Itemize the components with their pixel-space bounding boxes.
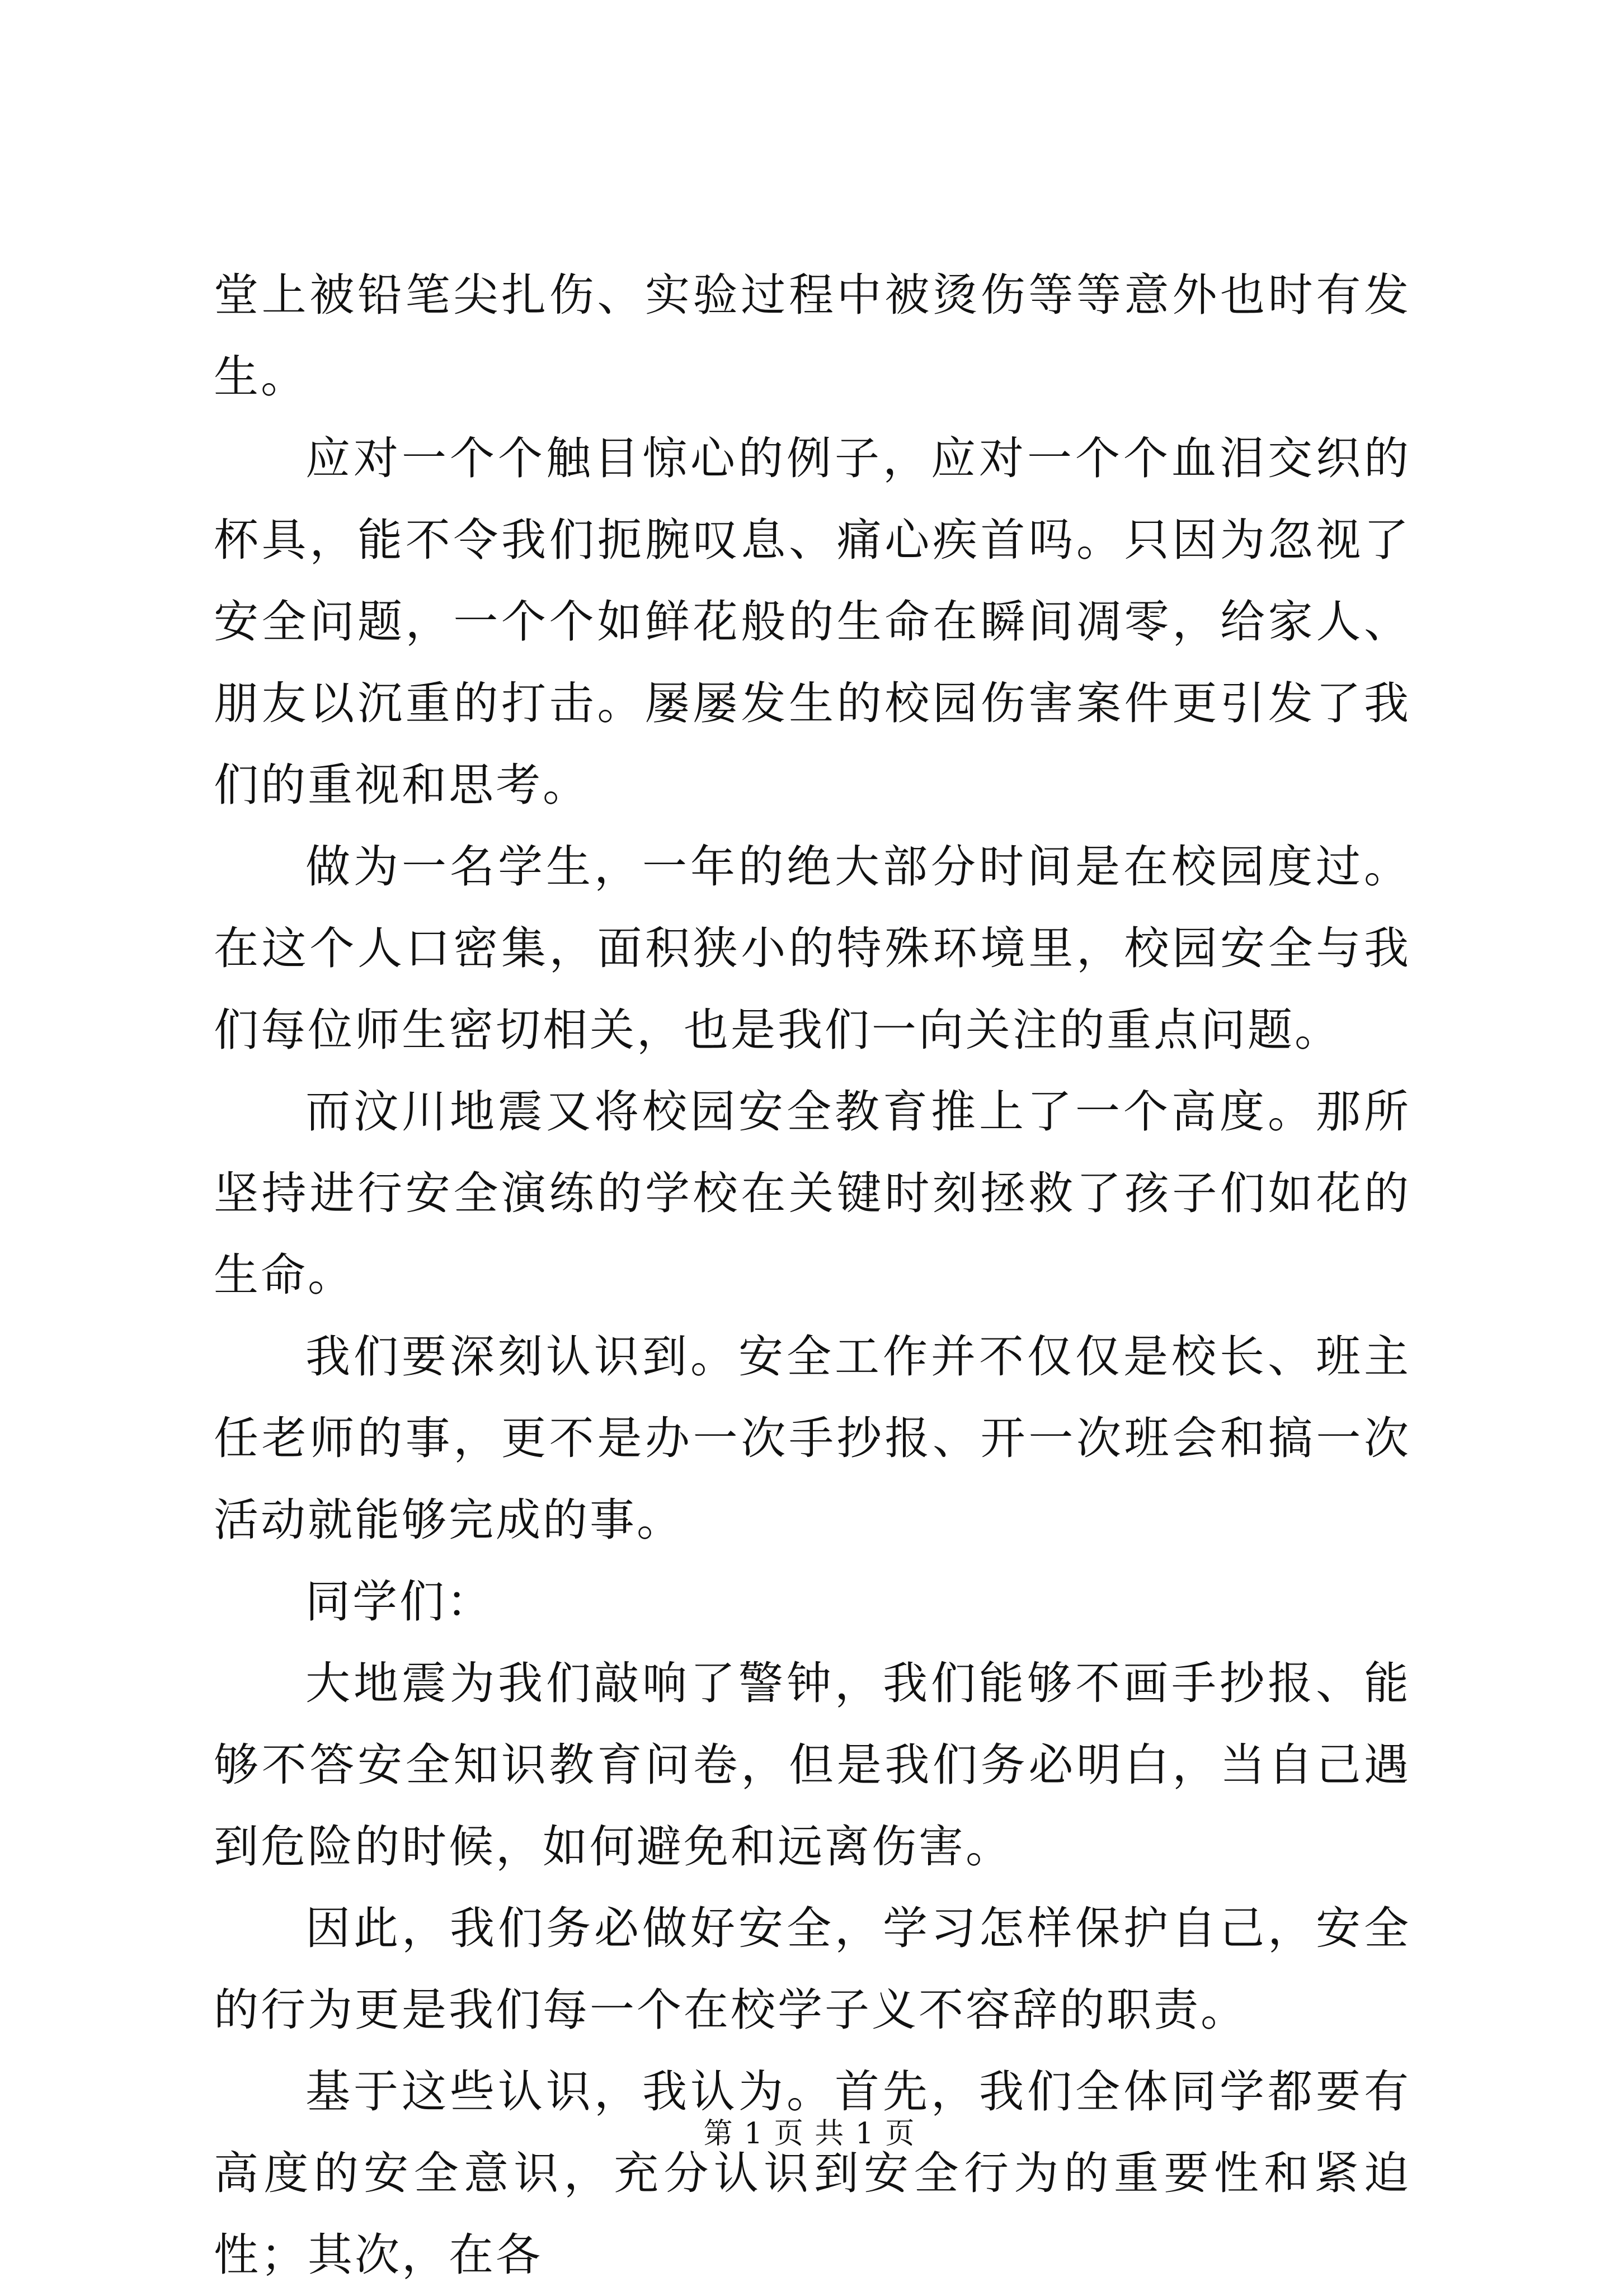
document-body	[214, 254, 1411, 2296]
paragraph: 大地震为我们敲响了警钟，我们能够不画手抄报、能够不答安全知识教育问卷，但是我们务必明白，当自己遇到危险的时候，如何避免和远离伤害。	[214, 1657, 1411, 1873]
paragraph: 因此，我们务必做好安全，学习怎样保护自己，安全的行为更是我们每一个在校学子义不容辞的职责。	[214, 1902, 1411, 2036]
paragraph: 而汶川地震又将校园安全教育推上了一个高度。那所坚持进行安全演练的学校在关键时刻拯救了孩子们如花的生命。	[214, 1086, 1411, 1301]
paragraph-continued: 堂上被铅笔尖扎伤、实验过程中被烫伤等等意外也时有发生。	[214, 269, 1411, 403]
paragraph: 应对一个个触目惊心的例子，应对一个个血泪交织的杯具，能不令我们扼腕叹息、痛心疾首吗。只因为忽视了安全问题，一个个如鲜花般的生命在瞬间凋零，给家人、朋友以沉重的打击。屡屡发生的校园伤害案件更引发了我们的重视和思考。	[214, 432, 1411, 811]
page-number-footer: 第 1 页 共 1 页	[703, 2117, 916, 2151]
paragraph: 我们要深刻认识到。安全工作并不仅仅是校长、班主任老师的事，更不是办一次手抄报、开一次班会和搞一次活动就能够完成的事。	[214, 1331, 1411, 1546]
paragraph: 基于这些认识，我认为。首先，我们全体同学都要有高度的安全意识，充分认识到安全行为的重要性和紧迫性；其次，在各	[214, 2066, 1411, 2281]
paragraph: 做为一名学生，一年的绝大部分时间是在校园度过。在这个人口密集，面积狭小的特殊环境里，校园安全与我们每位师生密切相关，也是我们一向关注的重点问题。	[214, 841, 1411, 1056]
salutation: 同学们：	[305, 1576, 493, 1628]
